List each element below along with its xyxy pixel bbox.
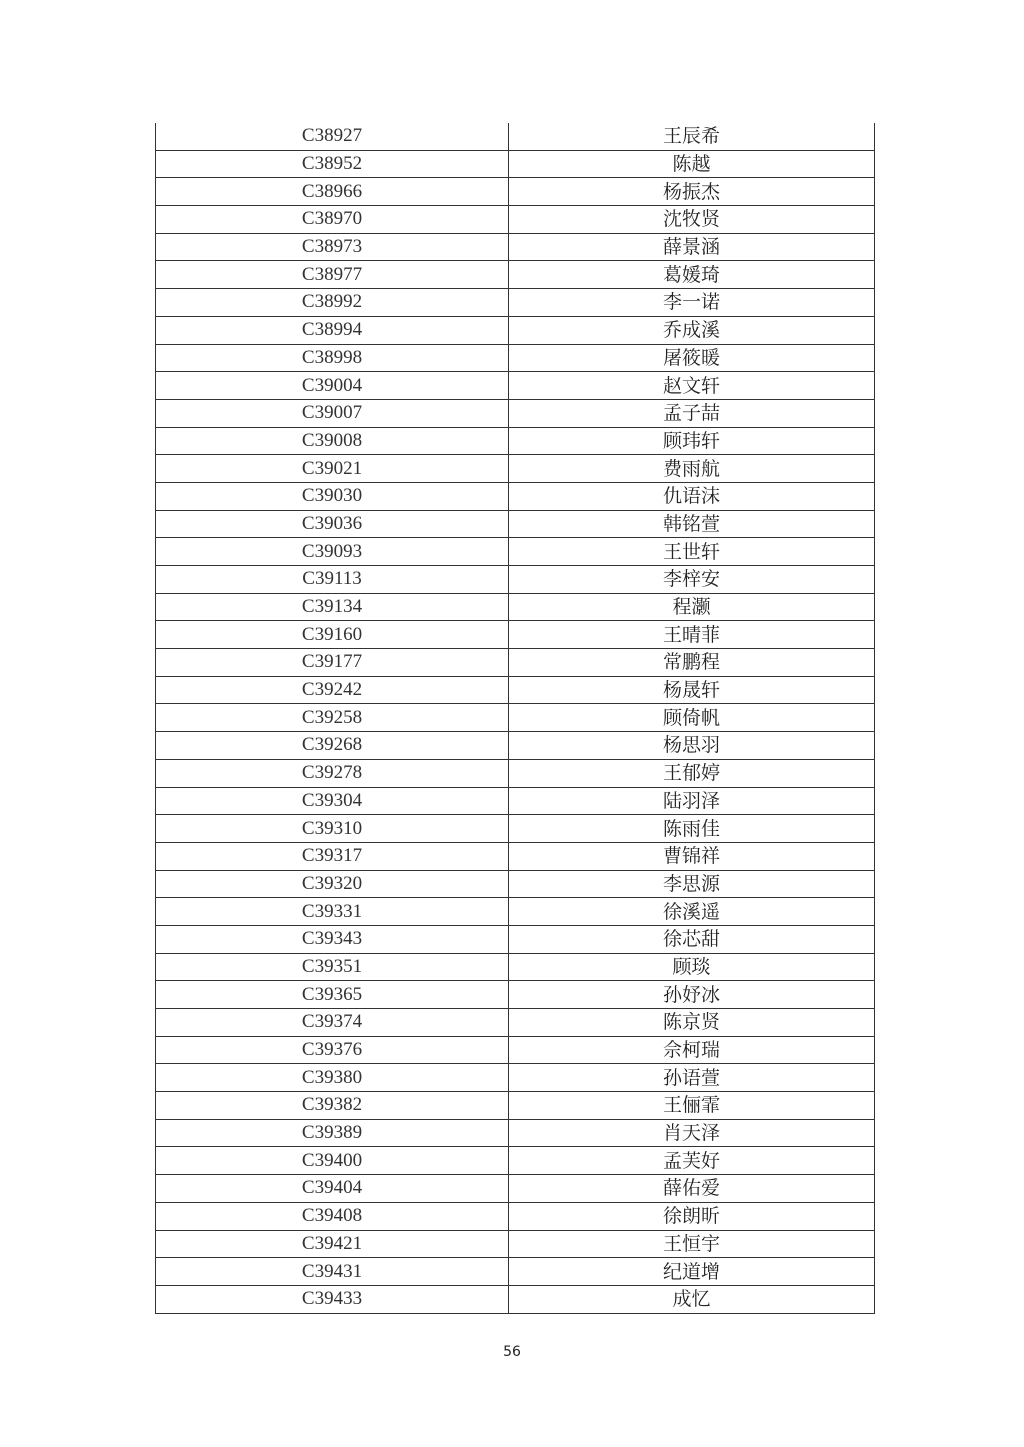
name-cell: 李一诺: [509, 289, 875, 317]
name-cell: 杨思羽: [509, 732, 875, 760]
table-row: [156, 1036, 875, 1064]
table-row: [156, 1147, 875, 1175]
code-cell: C38994: [156, 316, 509, 344]
name-cell: 曹锦祥: [509, 842, 875, 870]
name-cell: 陈京贤: [509, 1009, 875, 1037]
table-row: [156, 123, 875, 150]
table-row: [156, 1285, 875, 1313]
name-cell: 顾琰: [509, 953, 875, 981]
code-cell: C38992: [156, 289, 509, 317]
page-number: 56: [503, 1344, 521, 1360]
name-cell: 李梓安: [509, 566, 875, 594]
name-cell: 王俪霏: [509, 1092, 875, 1120]
table-row: [156, 1119, 875, 1147]
code-cell: C39304: [156, 787, 509, 815]
code-cell: C39177: [156, 649, 509, 677]
code-cell: C38927: [156, 123, 509, 150]
name-cell: 孟子喆: [509, 399, 875, 427]
name-cell: 常鹏程: [509, 649, 875, 677]
table-row: [156, 649, 875, 677]
table-row: [156, 787, 875, 815]
table-row: [156, 233, 875, 261]
code-cell: C39093: [156, 538, 509, 566]
name-cell: 陈雨佳: [509, 815, 875, 843]
roster-table: [155, 123, 875, 1314]
code-cell: C39160: [156, 621, 509, 649]
table-row: [156, 953, 875, 981]
table-row: [156, 566, 875, 594]
code-cell: C38966: [156, 178, 509, 206]
table-row: [156, 538, 875, 566]
name-cell: 孙妤冰: [509, 981, 875, 1009]
table-row: [156, 621, 875, 649]
name-cell: 乔成溪: [509, 316, 875, 344]
code-cell: C38998: [156, 344, 509, 372]
name-cell: 沈牧贤: [509, 206, 875, 234]
name-cell: 徐朗昕: [509, 1202, 875, 1230]
table-row: [156, 842, 875, 870]
table-row: [156, 1230, 875, 1258]
name-cell: 屠筱暖: [509, 344, 875, 372]
table-row: [156, 289, 875, 317]
table-row: [156, 1064, 875, 1092]
code-cell: C39268: [156, 732, 509, 760]
code-cell: C39331: [156, 898, 509, 926]
code-cell: C39008: [156, 427, 509, 455]
name-cell: 王世轩: [509, 538, 875, 566]
name-cell: 杨振杰: [509, 178, 875, 206]
name-cell: 费雨航: [509, 455, 875, 483]
name-cell: 葛媛琦: [509, 261, 875, 289]
table-row: [156, 1202, 875, 1230]
name-cell: 孙语萱: [509, 1064, 875, 1092]
code-cell: C39365: [156, 981, 509, 1009]
name-cell: 杨晟轩: [509, 676, 875, 704]
code-cell: C39036: [156, 510, 509, 538]
name-cell: 佘柯瑞: [509, 1036, 875, 1064]
name-cell: 王恒宇: [509, 1230, 875, 1258]
code-cell: C39376: [156, 1036, 509, 1064]
code-cell: C39030: [156, 482, 509, 510]
table-row: [156, 1009, 875, 1037]
table-row: [156, 593, 875, 621]
code-cell: C39320: [156, 870, 509, 898]
name-cell: 徐溪遥: [509, 898, 875, 926]
code-cell: C39400: [156, 1147, 509, 1175]
code-cell: C39007: [156, 399, 509, 427]
table-row: [156, 759, 875, 787]
code-cell: C39404: [156, 1175, 509, 1203]
table-row: [156, 815, 875, 843]
code-cell: C39242: [156, 676, 509, 704]
table-row: [156, 427, 875, 455]
name-cell: 陈越: [509, 150, 875, 178]
code-cell: C39004: [156, 372, 509, 400]
code-cell: C39380: [156, 1064, 509, 1092]
table-row: [156, 732, 875, 760]
table-row: [156, 704, 875, 732]
code-cell: C39310: [156, 815, 509, 843]
name-cell: 赵文轩: [509, 372, 875, 400]
code-cell: C38970: [156, 206, 509, 234]
name-cell: 王郁婷: [509, 759, 875, 787]
code-cell: C39351: [156, 953, 509, 981]
table-row: [156, 482, 875, 510]
table-row: [156, 925, 875, 953]
code-cell: C39374: [156, 1009, 509, 1037]
table-row: [156, 344, 875, 372]
table-row: [156, 399, 875, 427]
table-row: [156, 898, 875, 926]
code-cell: C38973: [156, 233, 509, 261]
code-cell: C38952: [156, 150, 509, 178]
code-cell: C39382: [156, 1092, 509, 1120]
code-cell: C39258: [156, 704, 509, 732]
table-row: [156, 316, 875, 344]
code-cell: C39278: [156, 759, 509, 787]
code-cell: C39113: [156, 566, 509, 594]
name-cell: 韩铭萱: [509, 510, 875, 538]
name-cell: 肖天泽: [509, 1119, 875, 1147]
table-row: [156, 510, 875, 538]
table-row: [156, 870, 875, 898]
code-cell: C39408: [156, 1202, 509, 1230]
table-row: [156, 206, 875, 234]
table-row: [156, 1092, 875, 1120]
roster-table-body: [156, 123, 875, 1313]
name-cell: 徐芯甜: [509, 925, 875, 953]
name-cell: 薛佑爱: [509, 1175, 875, 1203]
table-row: [156, 455, 875, 483]
table-row: [156, 1175, 875, 1203]
name-cell: 薛景涵: [509, 233, 875, 261]
code-cell: C39389: [156, 1119, 509, 1147]
name-cell: 孟芙好: [509, 1147, 875, 1175]
table-row: [156, 676, 875, 704]
name-cell: 顾玮轩: [509, 427, 875, 455]
name-cell: 李思源: [509, 870, 875, 898]
table-row: [156, 1258, 875, 1286]
code-cell: C39134: [156, 593, 509, 621]
table-row: [156, 261, 875, 289]
name-cell: 王晴菲: [509, 621, 875, 649]
table-row: [156, 981, 875, 1009]
name-cell: 纪道增: [509, 1258, 875, 1286]
code-cell: C38977: [156, 261, 509, 289]
name-cell: 陆羽泽: [509, 787, 875, 815]
name-cell: 成忆: [509, 1285, 875, 1313]
name-cell: 仇语沫: [509, 482, 875, 510]
code-cell: C39021: [156, 455, 509, 483]
code-cell: C39431: [156, 1258, 509, 1286]
name-cell: 王辰希: [509, 123, 875, 150]
code-cell: C39421: [156, 1230, 509, 1258]
code-cell: C39343: [156, 925, 509, 953]
table-row: [156, 178, 875, 206]
code-cell: C39433: [156, 1285, 509, 1313]
table-row: [156, 372, 875, 400]
name-cell: 顾倚帆: [509, 704, 875, 732]
table-row: [156, 150, 875, 178]
name-cell: 程灏: [509, 593, 875, 621]
code-cell: C39317: [156, 842, 509, 870]
